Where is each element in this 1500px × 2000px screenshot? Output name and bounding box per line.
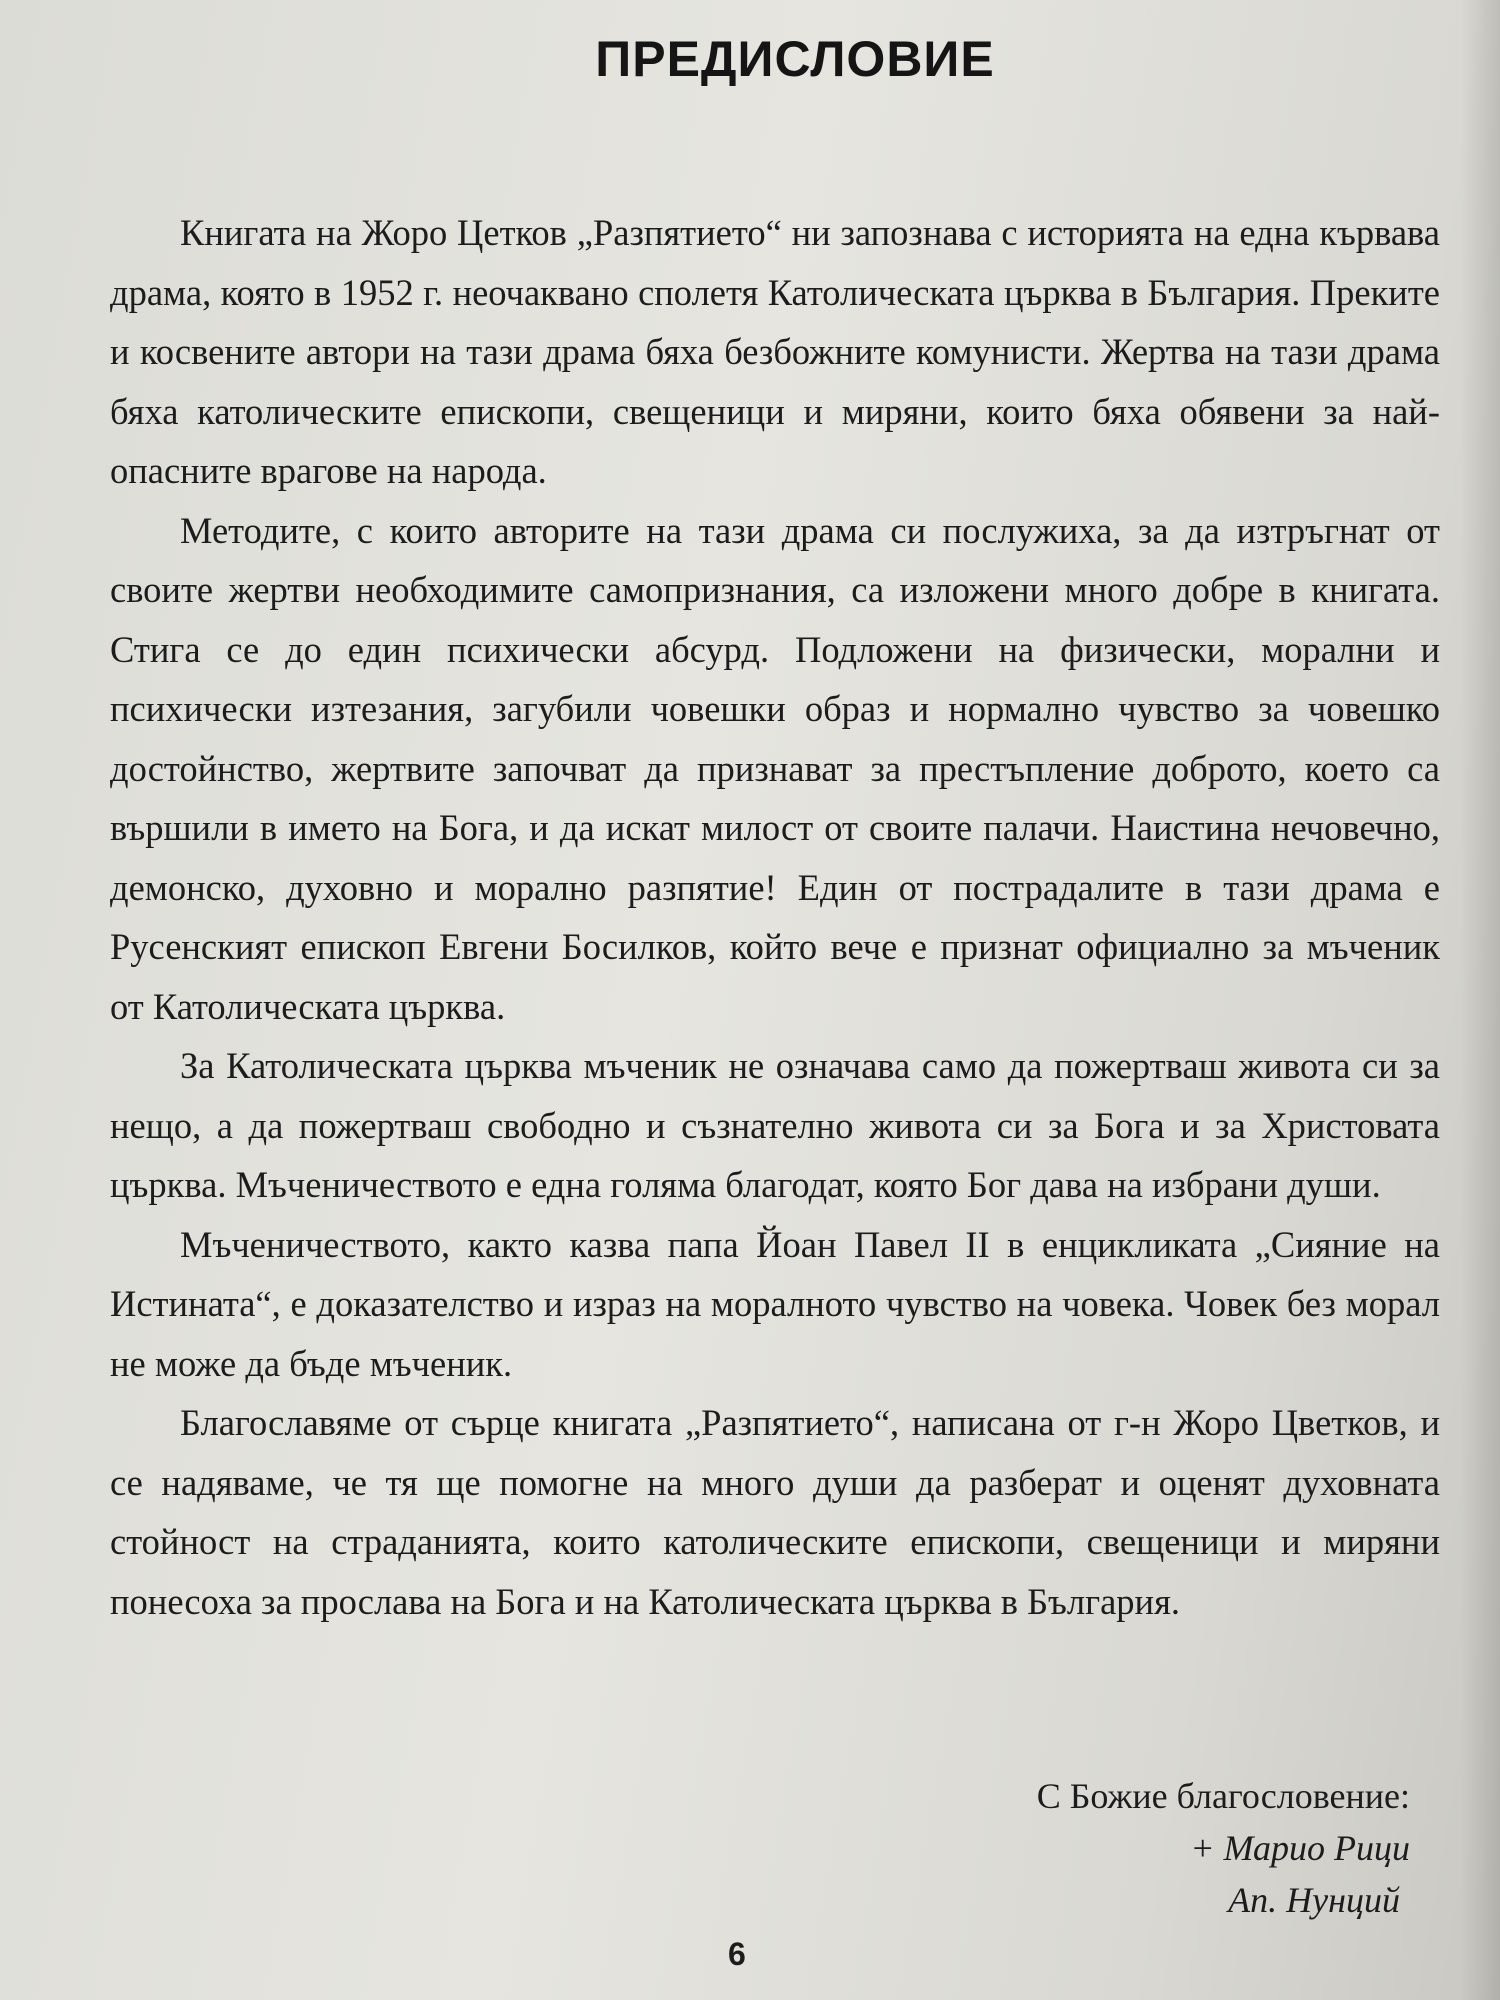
- page-number: 6: [728, 1936, 746, 1972]
- signature-name: + Марио Рици: [1190, 1828, 1410, 1868]
- page-edge-shadow: [1460, 0, 1500, 2000]
- paragraph: За Католическата църква мъченик не означава само да пожертваш живота си за нещо, а да пожертваш свободно и съзнателно живота си за Бога и за Христовата църква. Мъченичеството е една голяма благодат, която Бог дава на избрани души.: [110, 1045, 1440, 1205]
- signature-block: [810, 1770, 1410, 1926]
- signature-title: Ап. Нунций: [1228, 1880, 1400, 1920]
- paragraph: Благославяме от сърце книгата „Разпятието“, написана от г-н Жоро Цветков, и се надяваме, че тя ще помогне на много души да разберат и оценят духовната стойност на страданията, които католическите епископи, свещеници и миряни понесоха за прослава на Бога и на Католическата църква в България.: [110, 1402, 1440, 1622]
- preface-body: [110, 203, 1440, 1631]
- paragraph: Мъченичеството, както казва папа Йоан Павел II в енцикликата „Сияние на Истината“, е доказателство и израз на моралното чувство на човека. Човек без морал не може да бъде мъченик.: [110, 1223, 1440, 1384]
- paragraph: Методите, с които авторите на тази драма си послужиха, за да изтръгнат от своите жертви необходимите самопризнания, са изложени много добре в книгата. Стига се до един психически абсурд. Подложени на физически, морални и психически изтезания, загубили човешки образ и нормално чувство за човешко достойнство, жертвите започват да признават за престъпление доброто, което са вършили в името на Бога, и да искат милост от своите палачи. Наистина нечовечно, демонско, духовно и морално разпятие! Един от пострадалите в тази драма е Русенският епископ Евгени Босилков, който вече е признат официално за мъченик от Католическата църква.: [110, 509, 1440, 1027]
- page-title: ПРЕДИСЛОВИЕ: [595, 31, 995, 87]
- paragraph: Книгата на Жоро Цетков „Разпятието“ ни запознава с историята на една кървава драма, която в 1952 г. неочаквано сполетя Католическата църква в България. Преките и косвените автори на тази драма бяха безбожните комунисти. Жертва на тази драма бяха католическите епископи, свещеници и миряни, които бяха обявени за най-опасните врагове на народа.: [110, 212, 1440, 491]
- signature-greeting: С Божие благословение:: [1036, 1776, 1410, 1816]
